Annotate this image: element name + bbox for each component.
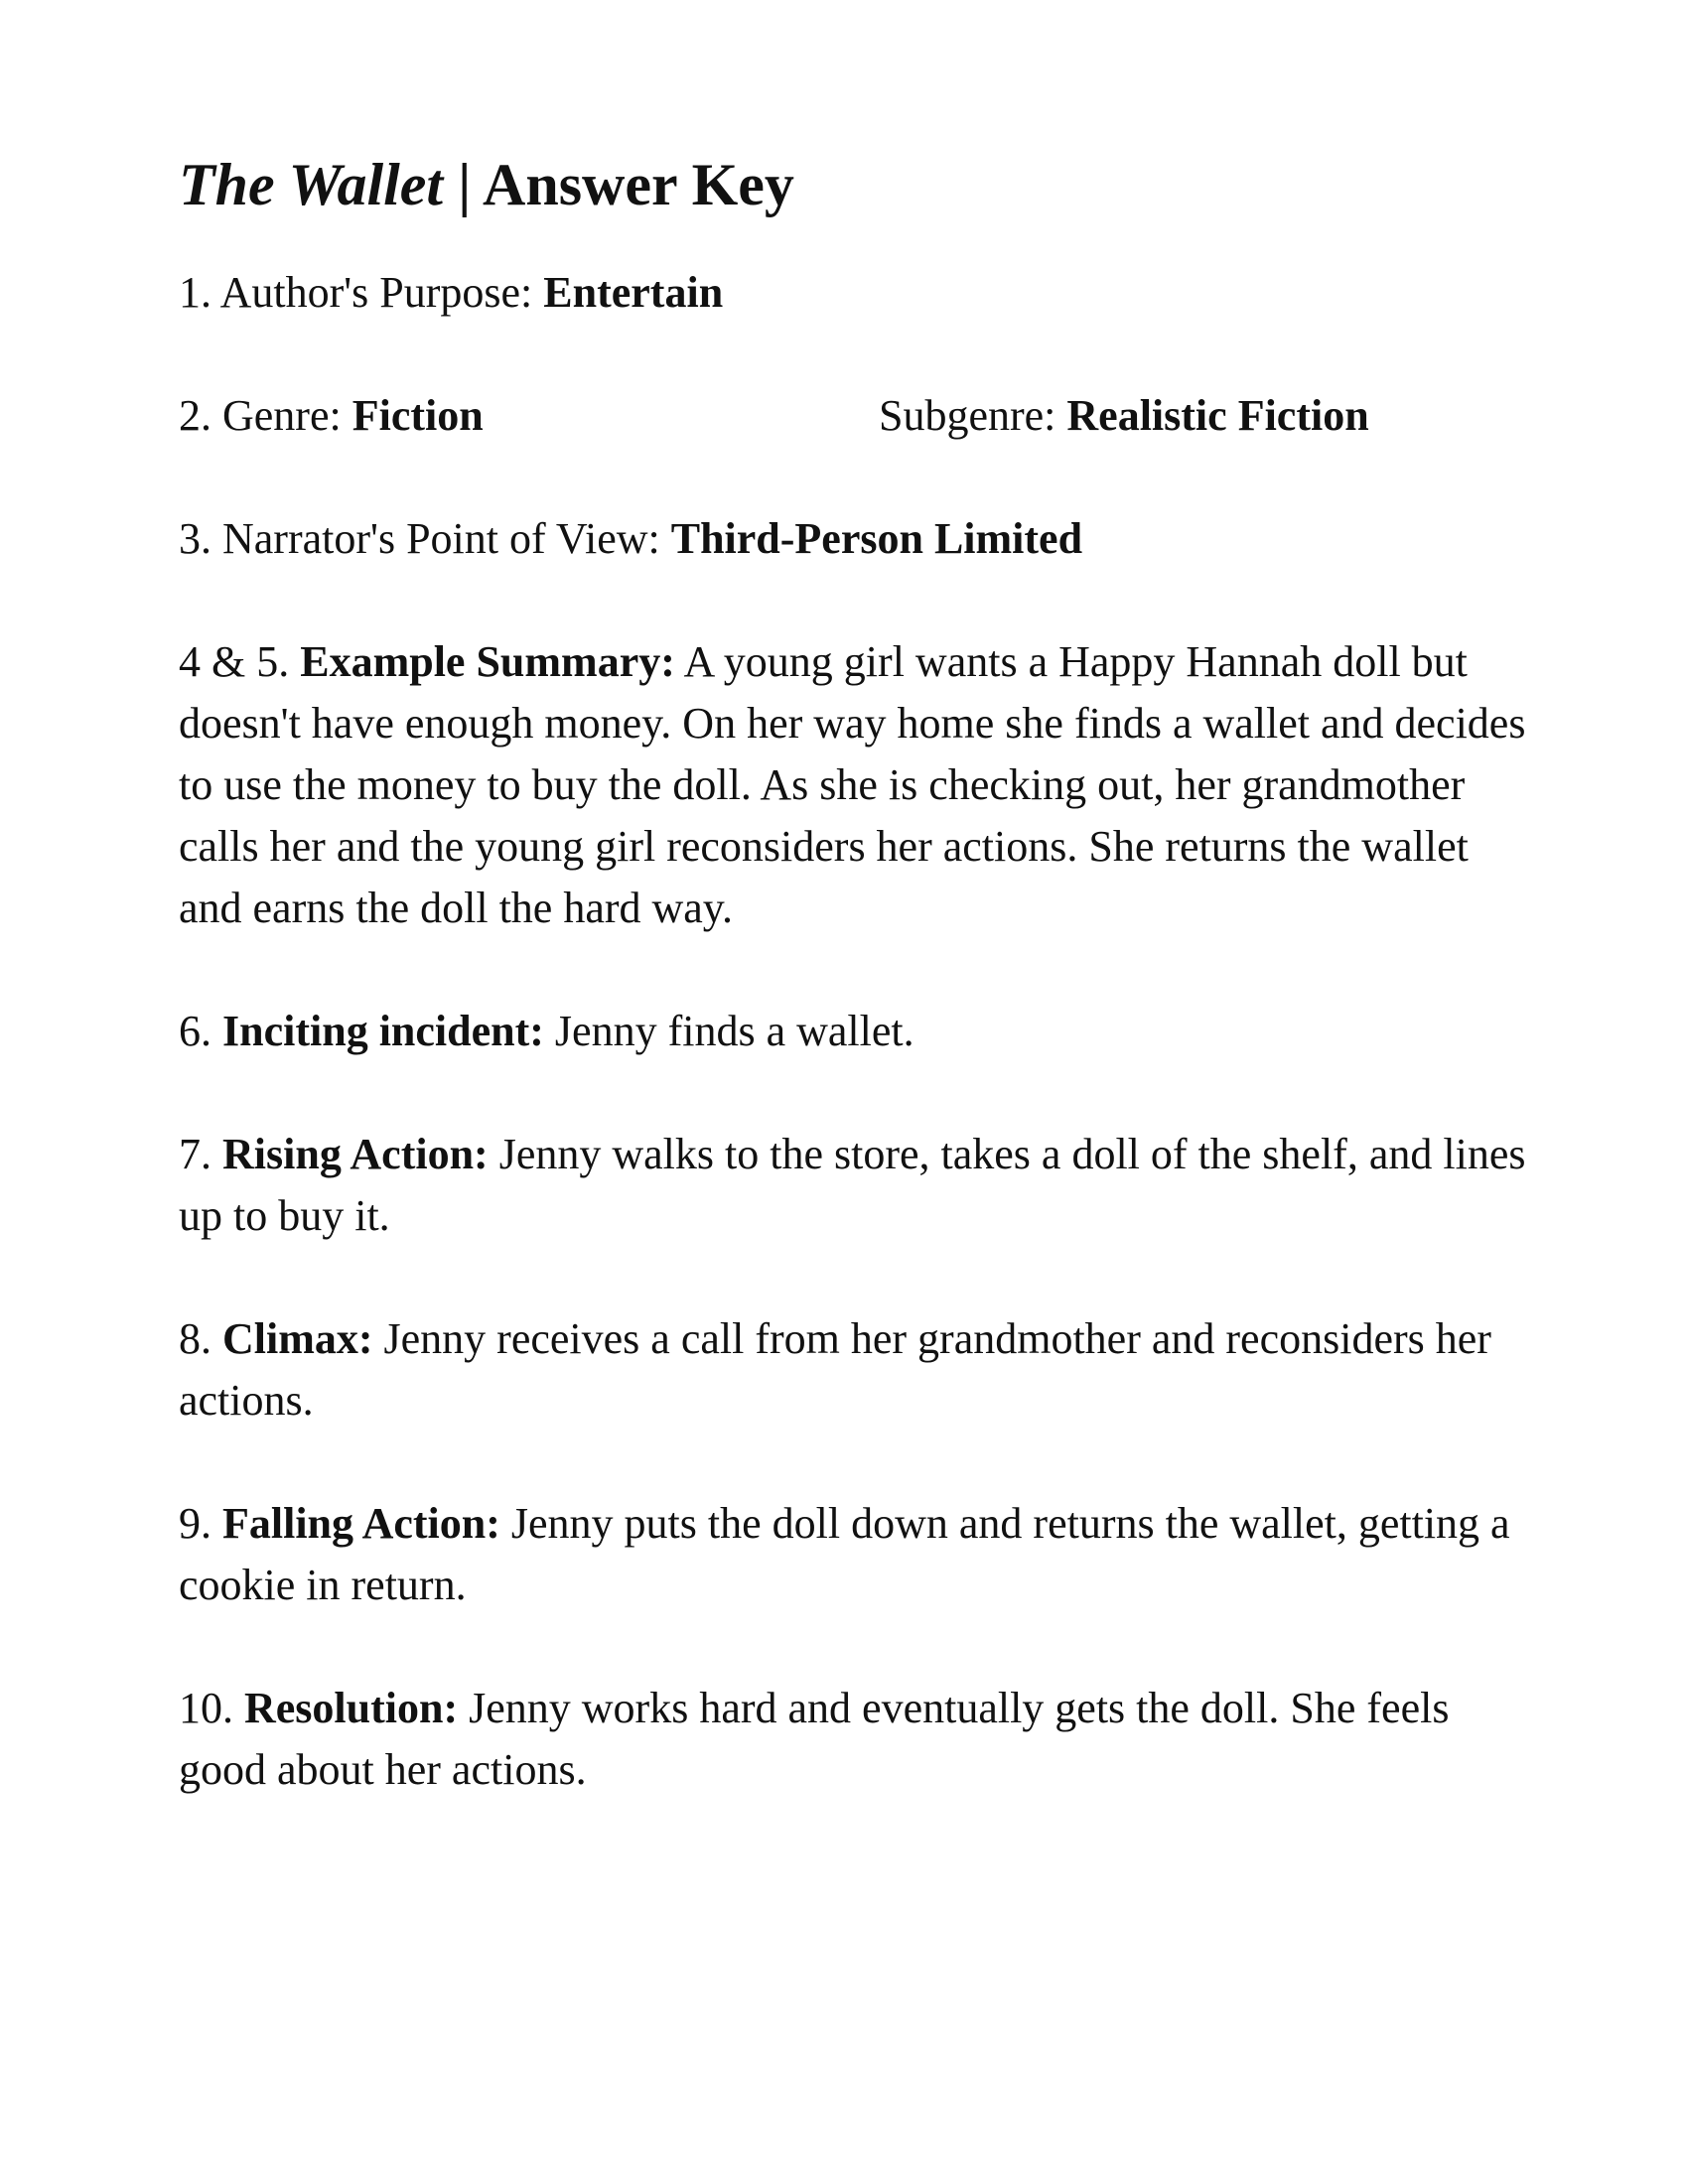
- item-text: Jenny walks to the store, takes a doll of the shelf, and lines up to buy it.: [179, 1130, 1526, 1240]
- item-label: Inciting incident:: [222, 1007, 544, 1055]
- item-label: Resolution:: [244, 1684, 459, 1732]
- story-title: The Wallet: [179, 152, 444, 217]
- subgenre-label: Subgenre:: [879, 391, 1067, 440]
- item-label: Example Summary:: [300, 637, 675, 686]
- item-number: 3.: [179, 514, 222, 563]
- answer-key-page: [179, 149, 1529, 1862]
- answer-3-point-of-view: [179, 508, 1529, 570]
- item-label: Narrator's Point of View:: [222, 514, 671, 563]
- item-number: 10.: [179, 1684, 244, 1732]
- answer-1-authors-purpose: [179, 262, 1529, 324]
- item-number: 1.: [179, 268, 220, 317]
- item-text: Jenny works hard and eventually gets the doll. She feels good about her actions.: [179, 1684, 1450, 1794]
- answer-4-5-summary: [179, 631, 1529, 939]
- item-number: 8.: [179, 1314, 222, 1363]
- subgenre: [879, 385, 1369, 447]
- item-number: 7.: [179, 1130, 222, 1178]
- item-number: 2.: [179, 391, 222, 440]
- item-number: 6.: [179, 1007, 222, 1055]
- item-text: Jenny finds a wallet.: [543, 1007, 914, 1055]
- subgenre-answer: Realistic Fiction: [1066, 391, 1369, 440]
- item-text: Jenny puts the doll down and returns the wallet, getting a cookie in return.: [179, 1499, 1510, 1609]
- item-text: A young girl wants a Happy Hannah doll but doesn't have enough money. On her way home she finds a wallet and decides to use the money to buy the doll. As she is checking out, her grandmother calls her and the young girl reconsiders her actions. She returns the wallet and earns the doll the hard way.: [179, 637, 1526, 932]
- item-label: Rising Action:: [222, 1130, 489, 1178]
- answer-9-falling-action: [179, 1493, 1529, 1616]
- answer-7-rising-action: [179, 1124, 1529, 1247]
- answer-2-genre: [179, 385, 1529, 447]
- item-answer: Entertain: [543, 268, 724, 317]
- answer-6-inciting-incident: [179, 1001, 1529, 1062]
- title-suffix: | Answer Key: [443, 152, 794, 217]
- page-title: [179, 149, 1529, 220]
- answer-8-climax: [179, 1308, 1529, 1432]
- item-number: 4 & 5.: [179, 637, 301, 686]
- item-label: Climax:: [222, 1314, 373, 1363]
- item-number: 9.: [179, 1499, 222, 1548]
- item-text: Jenny receives a call from her grandmother and reconsiders her actions.: [179, 1314, 1491, 1425]
- item-answer: Third-Person Limited: [670, 514, 1083, 563]
- answer-10-resolution: [179, 1678, 1529, 1801]
- item-answer: Fiction: [352, 391, 484, 440]
- item-label: Falling Action:: [222, 1499, 500, 1548]
- item-label: Genre:: [222, 391, 352, 440]
- item-label: Author's Purpose:: [219, 268, 544, 317]
